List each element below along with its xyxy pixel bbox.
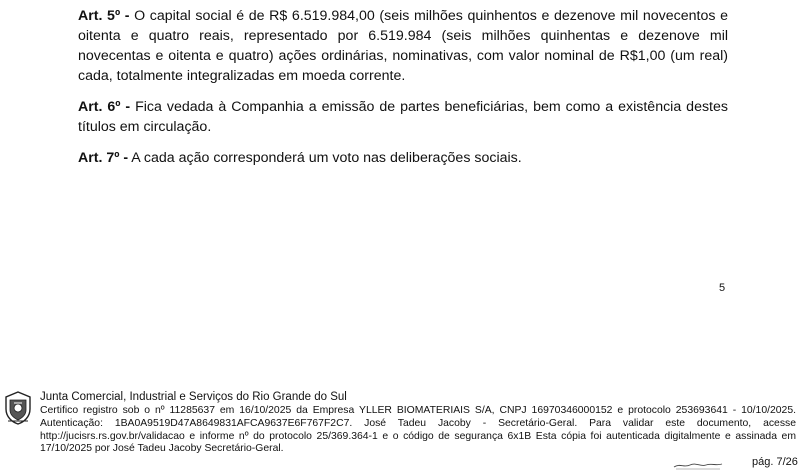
article-7-label: Art. 7º - — [78, 150, 129, 166]
article-6 — [78, 97, 728, 137]
article-5-text: O capital social é de R$ 6.519.984,00 (seis milhões quinhentos e dezenove mil novecentos e oitenta e quatro reais, representado por 6.519.984 (seis milhões quinhentas e dezenove mil novecentas e oitenta e quatro) ações ordinárias, nominativas, com valor nominal de R$1,00 (um real) cada, totalmente integralizadas em moeda corrente. — [78, 8, 728, 84]
state-seal-icon — [4, 391, 32, 425]
article-7-text: A cada ação corresponderá um voto nas deliberações sociais. — [128, 150, 522, 166]
footer-certificate-text: Certifico registro sob o nº 11285637 em 16/10/2025 da Empresa YLLER BIOMATERIAIS S/A, CNPJ 16970346000152 e protocolo 253693641 - 10/10/2025. Autenticação: 1BA0A9519D47A8649831AFCA9637E6F767F2C7. José Tadeu Jacoby - Secretário-Geral. Para validar este documento, acesse http://jucisrs.rs.gov.br/validacao e informe nº do protocolo 25/369.364-1 e o código de segurança 6x1B Esta cópia foi autenticada digitalmente e assinada em 17/10/2025 por José Tadeu Jacoby Secretário-Geral. — [40, 405, 796, 455]
article-6-text: Fica vedada à Companhia a emissão de partes beneficiárias, bem como a existência destes títulos em circulação. — [78, 99, 728, 135]
article-5 — [78, 6, 728, 86]
certification-footer — [0, 383, 800, 474]
page-number: 5 — [719, 282, 726, 294]
signature-icon — [672, 459, 724, 471]
article-5-label: Art. 5º - — [78, 8, 130, 24]
articles-section — [78, 6, 728, 179]
footer-organization: Junta Comercial, Industrial e Serviços do Rio Grande do Sul — [40, 391, 347, 403]
article-7 — [78, 148, 728, 168]
article-6-label: Art. 6º - — [78, 99, 131, 115]
page-label: pág. 7/26 — [752, 456, 798, 468]
